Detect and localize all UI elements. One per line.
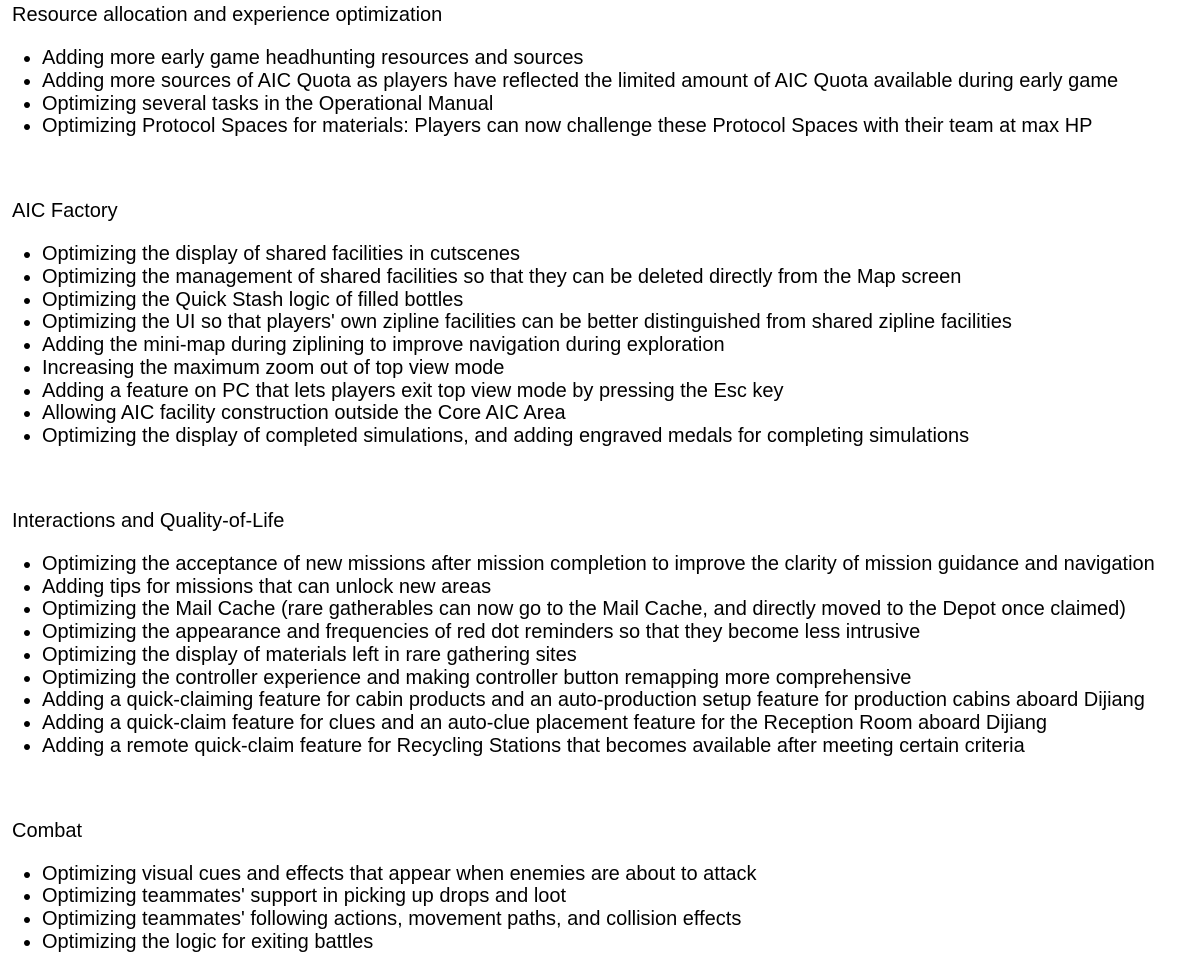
list-item: • Optimizing the display of completed simulations, and adding engraved medals for completing simulations xyxy=(42,425,1200,448)
list-item: • Increasing the maximum zoom out of top view mode xyxy=(42,357,1200,380)
list-item: • Optimizing the display of shared facilities in cutscenes xyxy=(42,243,1200,266)
list-item: • Allowing AIC facility construction outside the Core AIC Area xyxy=(42,402,1200,425)
list-item: • Optimizing several tasks in the Operational Manual xyxy=(42,93,1200,116)
section-divider xyxy=(12,138,1200,200)
list-item: • Optimizing the management of shared facilities so that they can be deleted directly from the Map screen xyxy=(42,266,1200,289)
list-item: • Optimizing the logic for exiting battles xyxy=(42,931,1200,954)
list-item: • Adding more early game headhunting resources and sources xyxy=(42,47,1200,70)
list-item: • Optimizing the controller experience and making controller button remapping more comprehensive xyxy=(42,667,1200,690)
section-title: Combat xyxy=(12,819,83,842)
list-item: • Adding a remote quick-claim feature for Recycling Stations that becomes available after meeting certain criteria xyxy=(42,735,1200,758)
list-item: • Adding tips for missions that can unlock new areas xyxy=(42,576,1200,599)
list-item: • Optimizing visual cues and effects that appear when enemies are about to attack xyxy=(42,863,1200,886)
list-item: • Adding more sources of AIC Quota as players have reflected the limited amount of AIC Quota available during early game xyxy=(42,70,1200,93)
bullet-list xyxy=(12,47,1200,138)
list-item: • Optimizing the UI so that players' own zipline facilities can be better distinguished from shared zipline facilities xyxy=(42,311,1200,334)
list-item: • Adding a feature on PC that lets players exit top view mode by pressing the Esc key xyxy=(42,380,1200,403)
list-item: • Optimizing the Quick Stash logic of filled bottles xyxy=(42,289,1200,312)
list-item: • Optimizing the appearance and frequencies of red dot reminders so that they become less intrusive xyxy=(42,621,1200,644)
section-combat xyxy=(12,820,1200,954)
list-item: • Optimizing the acceptance of new missions after mission completion to improve the clarity of mission guidance and navigation xyxy=(42,553,1200,576)
section-title: Resource allocation and experience optimization xyxy=(12,4,443,26)
list-item: • Adding a quick-claim feature for clues and an auto-clue placement feature for the Reception Room aboard Dijiang xyxy=(42,712,1200,735)
list-item: • Adding a quick-claiming feature for cabin products and an auto-production setup feature for production cabins aboard Dijiang xyxy=(42,689,1200,712)
section-title: Interactions and Quality-of-Life xyxy=(12,509,285,532)
section-divider xyxy=(12,448,1200,510)
list-item: • Optimizing teammates' following actions, movement paths, and collision effects xyxy=(42,908,1200,931)
list-item: • Optimizing Protocol Spaces for materials: Players can now challenge these Protocol Spaces with their team at max HP xyxy=(42,115,1200,138)
section-interactions-qol xyxy=(12,510,1200,758)
section-divider xyxy=(12,758,1200,820)
bullet-list xyxy=(12,243,1200,448)
list-item: • Optimizing the Mail Cache (rare gatherables can now go to the Mail Cache, and directly moved to the Depot once claimed) xyxy=(42,598,1200,621)
section-title: AIC Factory xyxy=(12,200,118,222)
bullet-list xyxy=(12,863,1200,954)
section-aic-factory xyxy=(12,200,1200,448)
list-item: • Optimizing teammates' support in picking up drops and loot xyxy=(42,885,1200,908)
list-item: • Optimizing the display of materials left in rare gathering sites xyxy=(42,644,1200,667)
bullet-list xyxy=(12,553,1200,758)
list-item: • Adding the mini-map during ziplining to improve navigation during exploration xyxy=(42,334,1200,357)
section-resource-allocation xyxy=(12,4,1200,138)
